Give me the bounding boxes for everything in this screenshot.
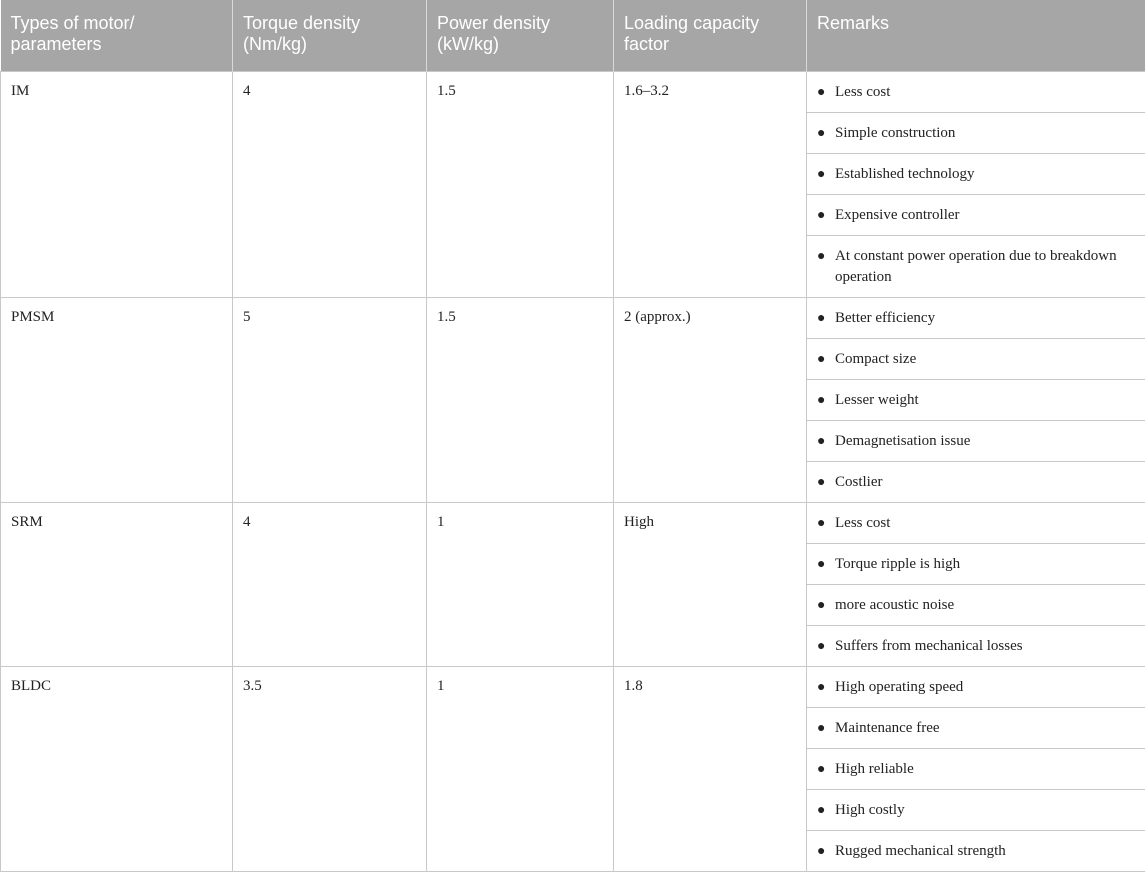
remark-item bbox=[807, 831, 1145, 871]
torque-density-cell: 4 bbox=[233, 503, 427, 667]
remark-text: Demagnetisation issue bbox=[835, 433, 970, 449]
bullet-icon: ● bbox=[817, 677, 825, 698]
remark-text: Rugged mechanical strength bbox=[835, 843, 1006, 859]
remark-item bbox=[807, 462, 1145, 502]
bullet-icon: ● bbox=[817, 308, 825, 329]
header-remarks: Remarks bbox=[807, 0, 1145, 72]
bullet-icon: ● bbox=[817, 349, 825, 370]
remark-item bbox=[807, 708, 1145, 749]
remark-item bbox=[807, 421, 1145, 462]
remark-item bbox=[807, 339, 1145, 380]
remark-item bbox=[807, 626, 1145, 666]
remark-text: Suffers from mechanical losses bbox=[835, 638, 1023, 654]
loading-capacity-cell: High bbox=[614, 503, 807, 667]
bullet-icon: ● bbox=[817, 718, 825, 739]
remark-text: Maintenance free bbox=[835, 720, 940, 736]
remark-text: Simple construction bbox=[835, 125, 955, 141]
remark-text: At constant power operation due to breakdown operation bbox=[835, 248, 1117, 285]
header-motor-type: Types of motor/ parameters bbox=[1, 0, 233, 72]
bullet-icon: ● bbox=[817, 390, 825, 411]
remarks-cell bbox=[807, 298, 1145, 503]
power-density-cell: 1.5 bbox=[427, 298, 614, 503]
remark-text: Compact size bbox=[835, 351, 916, 367]
remark-text: Better efficiency bbox=[835, 310, 935, 326]
bullet-icon: ● bbox=[817, 472, 825, 493]
table-row bbox=[1, 72, 1145, 298]
remark-text: Costlier bbox=[835, 474, 883, 490]
remarks-list bbox=[807, 667, 1145, 871]
bullet-icon: ● bbox=[817, 431, 825, 452]
header-power-density: Power density (kW/kg) bbox=[427, 0, 614, 72]
remark-text: High costly bbox=[835, 802, 905, 818]
remarks-list bbox=[807, 298, 1145, 502]
bullet-icon: ● bbox=[817, 841, 825, 862]
motor-type-cell: PMSM bbox=[1, 298, 233, 503]
remark-item bbox=[807, 790, 1145, 831]
power-density-cell: 1.5 bbox=[427, 72, 614, 298]
remark-item bbox=[807, 667, 1145, 708]
remark-item bbox=[807, 236, 1145, 297]
bullet-icon: ● bbox=[817, 164, 825, 185]
remark-text: High reliable bbox=[835, 761, 914, 777]
remark-item bbox=[807, 195, 1145, 236]
loading-capacity-cell: 1.8 bbox=[614, 667, 807, 872]
remark-item bbox=[807, 503, 1145, 544]
remark-text: more acoustic noise bbox=[835, 597, 954, 613]
power-density-cell: 1 bbox=[427, 667, 614, 872]
remark-text: Lesser weight bbox=[835, 392, 919, 408]
remark-text: Less cost bbox=[835, 84, 890, 100]
table-row bbox=[1, 667, 1145, 872]
remark-item bbox=[807, 749, 1145, 790]
remark-item bbox=[807, 154, 1145, 195]
remark-item bbox=[807, 72, 1145, 113]
header-torque-density: Torque density (Nm/kg) bbox=[233, 0, 427, 72]
table-row bbox=[1, 298, 1145, 503]
header-loading-capacity: Loading capacity factor bbox=[614, 0, 807, 72]
bullet-icon: ● bbox=[817, 246, 825, 267]
bullet-icon: ● bbox=[817, 800, 825, 821]
bullet-icon: ● bbox=[817, 82, 825, 103]
remarks-cell bbox=[807, 503, 1145, 667]
table-header bbox=[1, 0, 1145, 72]
torque-density-cell: 5 bbox=[233, 298, 427, 503]
header-row bbox=[1, 0, 1145, 72]
remark-item bbox=[807, 113, 1145, 154]
bullet-icon: ● bbox=[817, 205, 825, 226]
remark-item bbox=[807, 544, 1145, 585]
remarks-cell bbox=[807, 72, 1145, 298]
torque-density-cell: 3.5 bbox=[233, 667, 427, 872]
bullet-icon: ● bbox=[817, 554, 825, 575]
remarks-cell bbox=[807, 667, 1145, 872]
loading-capacity-cell: 2 (approx.) bbox=[614, 298, 807, 503]
remark-item bbox=[807, 585, 1145, 626]
remark-text: Torque ripple is high bbox=[835, 556, 960, 572]
table-body bbox=[1, 72, 1145, 872]
remark-text: High operating speed bbox=[835, 679, 963, 695]
table-row bbox=[1, 503, 1145, 667]
bullet-icon: ● bbox=[817, 513, 825, 534]
bullet-icon: ● bbox=[817, 636, 825, 657]
bullet-icon: ● bbox=[817, 759, 825, 780]
torque-density-cell: 4 bbox=[233, 72, 427, 298]
motor-type-cell: IM bbox=[1, 72, 233, 298]
remark-text: Less cost bbox=[835, 515, 890, 531]
motor-type-cell: SRM bbox=[1, 503, 233, 667]
remark-text: Established technology bbox=[835, 166, 975, 182]
remark-item bbox=[807, 298, 1145, 339]
remark-text: Expensive controller bbox=[835, 207, 960, 223]
remark-item bbox=[807, 380, 1145, 421]
motor-type-cell: BLDC bbox=[1, 667, 233, 872]
remarks-list bbox=[807, 503, 1145, 666]
remarks-list bbox=[807, 72, 1145, 297]
loading-capacity-cell: 1.6–3.2 bbox=[614, 72, 807, 298]
bullet-icon: ● bbox=[817, 595, 825, 616]
power-density-cell: 1 bbox=[427, 503, 614, 667]
bullet-icon: ● bbox=[817, 123, 825, 144]
